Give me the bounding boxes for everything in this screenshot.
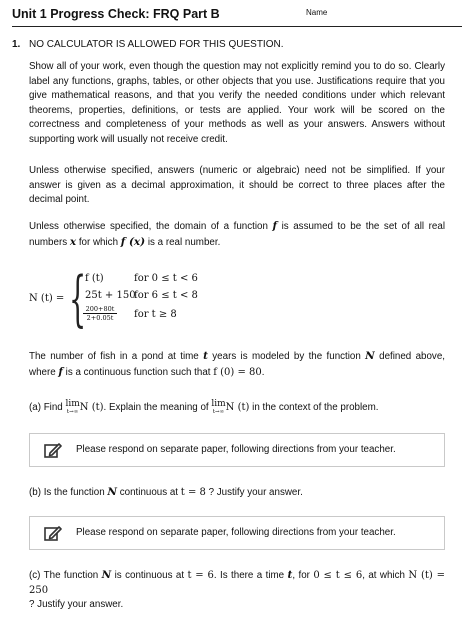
- case-1-cond: for 0 ≤ t < 6: [134, 273, 198, 284]
- fraction-numerator: 200+80t: [83, 305, 117, 314]
- model-paragraph: The number of fish in a pond at time t years is modeled by the function N defined above, where f is a continuous function such that f (0) = 80.: [29, 350, 446, 378]
- page-header: [12, 4, 462, 27]
- brace-symbol: {: [69, 264, 87, 334]
- case-2-expr: 25t + 150: [85, 290, 136, 301]
- case-3-cond: for t ≥ 8: [134, 309, 177, 320]
- pencil-edit-icon: [44, 525, 62, 541]
- case-1-expr: f (t): [85, 273, 104, 284]
- name-label: Name: [306, 8, 328, 17]
- pencil-edit-icon: [44, 442, 62, 458]
- part-a-text: (a) Find lim t→∞ N (t). Explain the meaning of lim t→∞ N (t) in the context of the problem.: [29, 399, 379, 415]
- domain-paragraph: Unless otherwise specified, the domain of a function f is assumed to be the set of all real numbers x for which f (x) is a real number.: [29, 220, 445, 248]
- question-heading: NO CALCULATOR IS ALLOWED FOR THIS QUESTION.: [29, 39, 284, 50]
- instructions-paragraph-2: Unless otherwise specified, answers (numeric or algebraic) need not be simplified. If your answer is given as a decimal approximation, it should be correct to three places after the decimal point.: [29, 165, 445, 206]
- document-title: Unit 1 Progress Check: FRQ Part B: [12, 7, 220, 21]
- response-instruction: Please respond on separate paper, following directions from your teacher.: [76, 444, 396, 455]
- response-box-a: [29, 433, 445, 467]
- case-3-fraction: [83, 305, 117, 322]
- part-b-text: (b) Is the function N continuous at t = 8 ? Justify your answer.: [29, 486, 303, 498]
- instructions-paragraph-1: Show all of your work, even though the question may not explicitly remind you to do so. Clearly label any functions, graphs, tables, or other objects that you use. Justifications require that you give mathematical reasons, and that you verify the needed conditions under which relevant theorems, properties, definitions, or tests are applied. Your work will be scored on the correctness and completeness of your methods as well as your answers. Answers without supporting work will usually not receive credit.: [29, 61, 445, 145]
- piecewise-lhs: N (t) =: [29, 293, 65, 304]
- part-c-text: (c) The function N is continuous at t = 6. Is there a time t, for 0 ≤ t ≤ 6, at which N (t) = 250 ? Justify your answer.: [29, 569, 445, 611]
- question-number: 1.: [12, 39, 21, 50]
- piecewise-definition: [29, 264, 229, 334]
- case-2-cond: for 6 ≤ t < 8: [134, 290, 198, 301]
- response-instruction: Please respond on separate paper, following directions from your teacher.: [76, 527, 396, 538]
- fraction-denominator: 2+0.05t: [86, 314, 114, 322]
- response-box-b: [29, 516, 445, 550]
